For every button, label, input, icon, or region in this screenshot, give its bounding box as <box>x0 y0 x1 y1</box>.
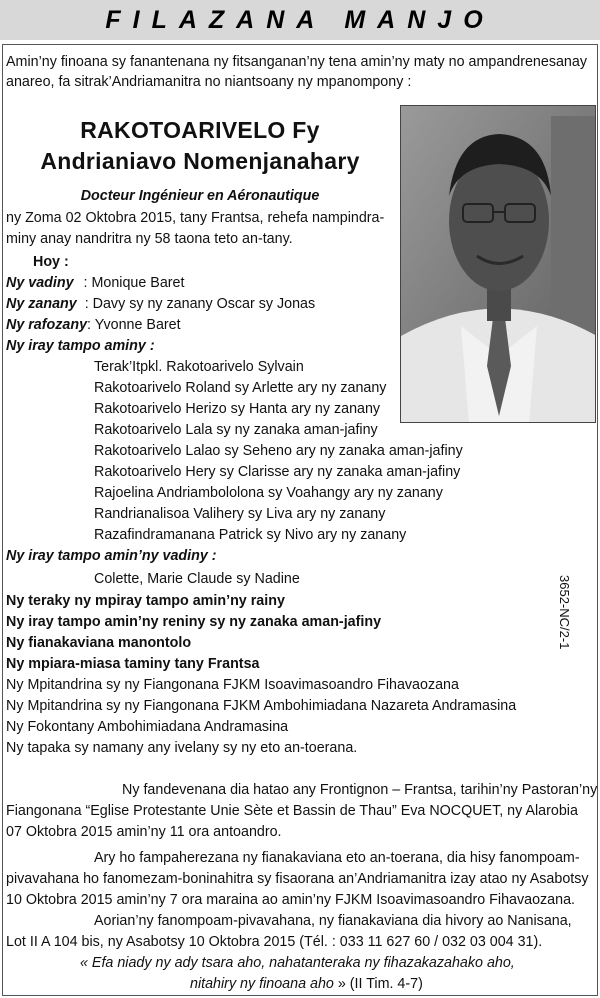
verse-reference: » (II Tim. 4-7) <box>337 976 423 992</box>
death-line-1: ny Zoma 02 Oktobra 2015, tany Frantsa, rehefa nampindra- <box>6 210 385 226</box>
family-line: Ny Mpitandrina sy ny Fiangonana FJKM Isoavimasoandro Fihavaozana <box>6 677 459 693</box>
intro-text: Amin’ny finoana sy fanantenana ny fitsanganan’ny tena amin’ny maty no ampandrenesanay anareo, fa sitrak’Andriamanitra no niantsoany ny mpanompony : <box>6 54 587 90</box>
family-bold-line: Ny iray tampo amin’ny reniny sy ny zanaka aman-jafiny <box>6 614 382 630</box>
sibling-line: Rakotoarivelo Hery sy Clarisse ary ny zanaka aman-jafiny <box>94 464 461 480</box>
zanany-label: Ny zanany <box>6 296 77 312</box>
family-line: Ny tapaka sy namany any ivelany sy ny eto an-toerana. <box>6 740 358 756</box>
zanany-row <box>6 294 315 314</box>
funeral-paragraph-line: Ny fandevenana dia hatao any Frontignon – Frantsa, tarihin’ny Pastoran’ny <box>122 782 598 798</box>
portrait-illustration <box>401 106 596 423</box>
sibling-line: Rajoelina Andriambololona sy Voahangy ary ny zanany <box>94 485 443 501</box>
vadiny-row <box>6 273 184 293</box>
funeral-paragraph-line: 07 Oktobra 2015 amin’ny 11 ora antoandro. <box>6 824 282 840</box>
vadiny-value: : Monique Baret <box>83 275 185 291</box>
family-bold-line: Ny teraky ny mpiray tampo amin’ny rainy <box>6 593 285 609</box>
deceased-name-line1: RAKOTOARIVELO Fy <box>80 117 320 143</box>
gathering-paragraph-line: Lot II A 104 bis, ny Asabotsy 10 Oktobra 2015 (Tél. : 033 11 627 60 / 032 03 004 31). <box>6 934 543 950</box>
gathering-paragraph-line: Aorian’ny fanompoam-pivavahana, ny fianakaviana dia hivory ao Nanisana, <box>94 913 572 929</box>
notice-title: FILAZANA MANJO <box>105 5 495 34</box>
reference-code: 3652-NC/2-1 <box>557 575 572 650</box>
family-bold-line: Ny mpiara-miasa taminy tany Frantsa <box>6 656 260 672</box>
death-line-2: miny anay nandritra ny 58 taona teto an-tany. <box>6 231 293 247</box>
service-paragraph-line: Ary ho fampaherezana ny fianakaviana eto an-toerana, dia hisy fanompoam- <box>94 850 580 866</box>
sibling-line: Randrianalisoa Valihery sy Liva ary ny zanany <box>94 506 386 522</box>
zanany-value: : Davy sy ny zanany Oscar sy Jonas <box>84 296 316 312</box>
vadiny-tampo-value: Colette, Marie Claude sy Nadine <box>94 571 300 587</box>
service-paragraph-line: pivavahana ho fanomezam-boninahitra sy fisaorana an’Andriamanitra izay atao ny Asabotsy <box>6 871 589 887</box>
rafozany-row <box>6 315 181 335</box>
hoy-label: Hoy : <box>33 254 69 270</box>
deceased-profession: Docteur Ingénieur en Aéronautique <box>80 188 320 204</box>
rafozany-label: Ny rafozany <box>6 317 88 333</box>
service-paragraph-line: 10 Oktobra 2015 amin’ny 7 ora maraina ao amin’ny FJKM Isoavimasoandro Fihavaozana. <box>6 892 575 908</box>
sibling-line: Rakotoarivelo Lalao sy Seheno ary ny zanaka aman-jafiny <box>94 443 463 459</box>
deceased-name <box>40 115 360 177</box>
portrait-photo <box>400 105 596 423</box>
sibling-line: Rakotoarivelo Herizo sy Hanta ary ny zanany <box>94 401 381 417</box>
family-line: Ny Fokontany Ambohimiadana Andramasina <box>6 719 289 735</box>
header-banner <box>0 0 600 40</box>
verse-line-1: « Efa niady ny ady tsara aho, nahatanteraka ny fihazakazahako aho, <box>80 955 515 971</box>
rafozany-value: : Yvonne Baret <box>87 317 181 333</box>
verse-text: nitahiry ny finoana aho <box>190 976 334 992</box>
vadiny-tampo-label: Ny iray tampo amin’ny vadiny : <box>6 548 217 564</box>
vadiny-label: Ny vadiny <box>6 275 74 291</box>
verse-line-2 <box>190 974 423 994</box>
sibling-line: Rakotoarivelo Roland sy Arlette ary ny zanany <box>94 380 387 396</box>
deceased-name-line2: Andrianiavo Nomenjanahary <box>40 148 360 174</box>
sibling-line: Rakotoarivelo Lala sy ny zanaka aman-jafiny <box>94 422 378 438</box>
iray-tampo-label: Ny iray tampo aminy : <box>6 338 155 354</box>
sibling-line: Razafindramanana Patrick sy Nivo ary ny zanany <box>94 527 407 543</box>
family-line: Ny Mpitandrina sy ny Fiangonana FJKM Ambohimiadana Nazareta Andramasina <box>6 698 517 714</box>
funeral-paragraph-line: Fiangonana “Eglise Protestante Unie Sète et Bassin de Thau” Eva NOCQUET, ny Alarobia <box>6 803 578 819</box>
sibling-line: Terak’Itpkl. Rakotoarivelo Sylvain <box>94 359 304 375</box>
family-bold-line: Ny fianakaviana manontolo <box>6 635 192 651</box>
